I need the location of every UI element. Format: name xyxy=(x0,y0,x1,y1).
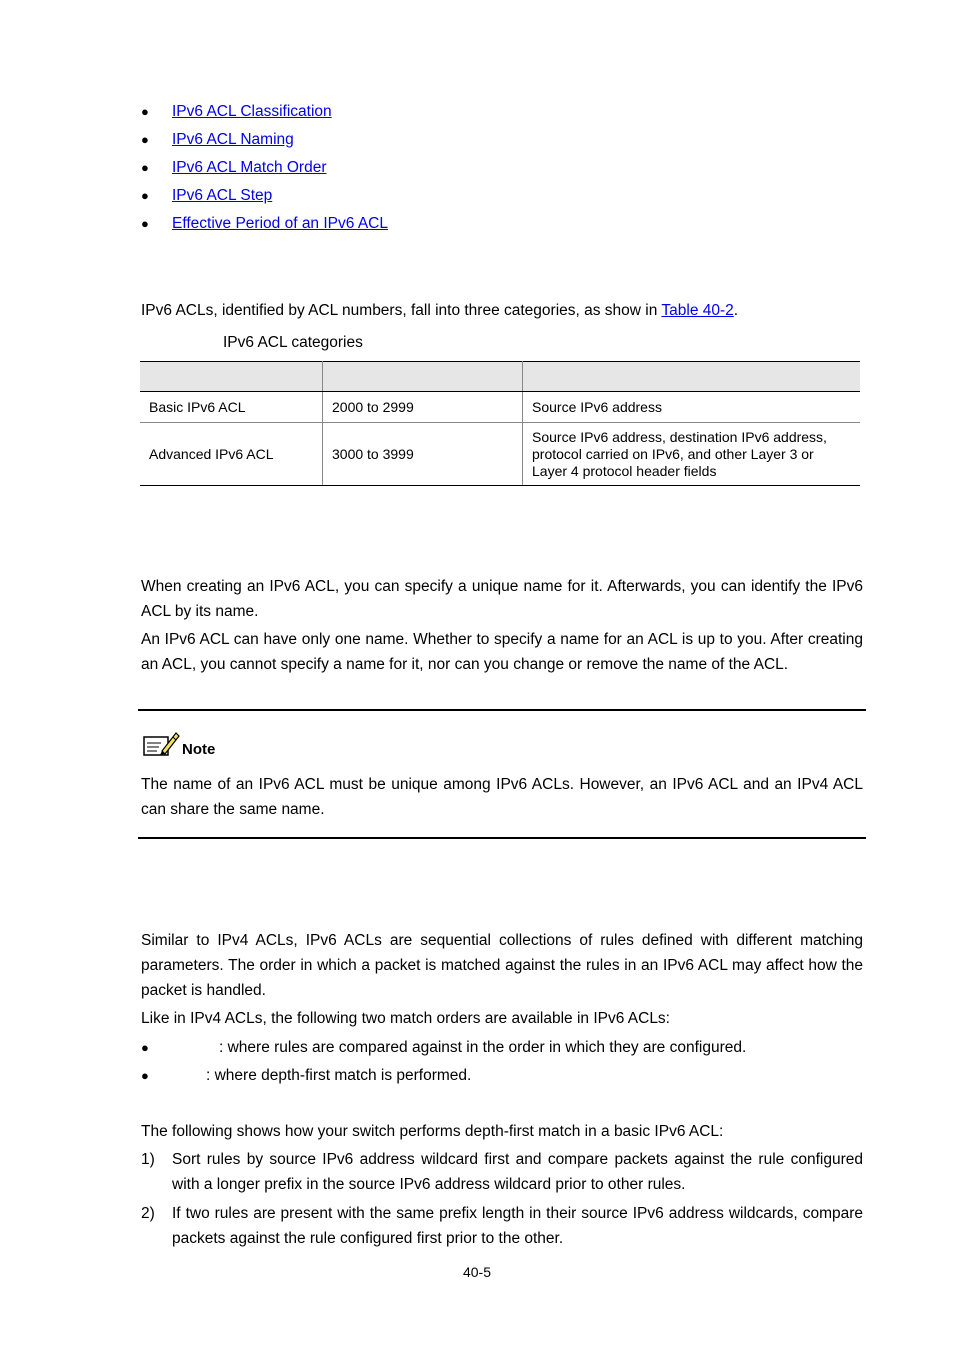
match-order-paragraph-1: Similar to IPv4 ACLs, IPv6 ACLs are sequential collections of rules defined with different matching parameters. The order in which a packet is matched against the rules in an IPv6 ACL may affect how the packet is handled. xyxy=(141,932,863,999)
table-cell: Source IPv6 address, destination IPv6 address, protocol carried on IPv6, and other Layer 3 or Layer 4 protocol header fields xyxy=(523,423,861,486)
note-bottom-rule xyxy=(138,837,866,839)
naming-paragraph-1: When creating an IPv6 ACL, you can specify a unique name for it. Afterwards, you can identify the IPv6 ACL by its name. xyxy=(141,578,863,620)
toc-link-match-order[interactable]: IPv6 ACL Match Order xyxy=(172,159,327,176)
bullet-icon: ● xyxy=(141,104,149,119)
depth-first-intro: The following shows how your switch performs depth-first match in a basic IPv6 ACL: xyxy=(141,1123,724,1140)
toc-link-step[interactable]: IPv6 ACL Step xyxy=(172,187,273,204)
intro-text: IPv6 ACLs, identified by ACL numbers, fall into three categories, as show in xyxy=(141,302,662,319)
acl-categories-table xyxy=(140,361,860,486)
bullet-icon: ● xyxy=(141,132,149,147)
table-cell: 2000 to 2999 xyxy=(323,392,523,423)
toc-link-naming[interactable]: IPv6 ACL Naming xyxy=(172,131,294,148)
bullet-icon: ● xyxy=(141,216,149,231)
bullet-icon: ● xyxy=(141,1068,149,1083)
table-cell: 3000 to 3999 xyxy=(323,423,523,486)
header-cell xyxy=(523,362,861,392)
step-number: 1) xyxy=(141,1151,155,1168)
step-number: 2) xyxy=(141,1205,155,1222)
table-row xyxy=(140,392,860,423)
intro-period: . xyxy=(733,302,739,319)
bullet-icon: ● xyxy=(141,160,149,175)
bullet-icon: ● xyxy=(141,1040,149,1055)
note-text: The name of an IPv6 ACL must be unique among IPv6 ACLs. However, an IPv6 ACL and an IPv4 ACL can share the same name. xyxy=(141,776,863,818)
note-pencil-icon xyxy=(142,729,180,759)
toc-link-effective-period[interactable]: Effective Period of an IPv6 ACL xyxy=(172,215,388,232)
bullet-icon: ● xyxy=(141,188,149,203)
naming-paragraph-2: An IPv6 ACL can have only one name. Whether to specify a name for an ACL is up to you. After creating an ACL, you cannot specify a name for it, nor can you change or remove the name of the ACL. xyxy=(141,631,863,673)
step-item xyxy=(141,1201,863,1251)
bullet-text: : where rules are compared against in the order in which they are configured. xyxy=(219,1039,747,1056)
table-header-row xyxy=(140,362,860,392)
table-caption: IPv6 ACL categories xyxy=(223,334,363,351)
note-label: Note xyxy=(182,741,216,758)
table-40-2-link[interactable]: Table 40-2 xyxy=(661,302,734,319)
note-top-rule xyxy=(138,709,866,711)
step-item xyxy=(141,1147,863,1197)
toc-link-classification[interactable]: IPv6 ACL Classification xyxy=(172,103,332,120)
page-number: 40-5 xyxy=(462,1264,492,1280)
classification-intro xyxy=(141,298,863,323)
step-text: If two rules are present with the same prefix length in their source IPv6 address wildcards, compare packets against the rule configured first prior to the other. xyxy=(172,1205,863,1247)
table-cell: Basic IPv6 ACL xyxy=(140,392,323,423)
match-order-paragraph-2: Like in IPv4 ACLs, the following two match orders are available in IPv6 ACLs: xyxy=(141,1010,670,1027)
table-cell: Advanced IPv6 ACL xyxy=(140,423,323,486)
table-row xyxy=(140,423,860,486)
header-cell xyxy=(323,362,523,392)
header-cell xyxy=(140,362,323,392)
bullet-text: : where depth-first match is performed. xyxy=(206,1067,472,1084)
step-text: Sort rules by source IPv6 address wildcard first and compare packets against the rule configured with a longer prefix in the source IPv6 address wildcard prior to other rules. xyxy=(172,1151,863,1193)
table-cell: Source IPv6 address xyxy=(523,392,861,423)
